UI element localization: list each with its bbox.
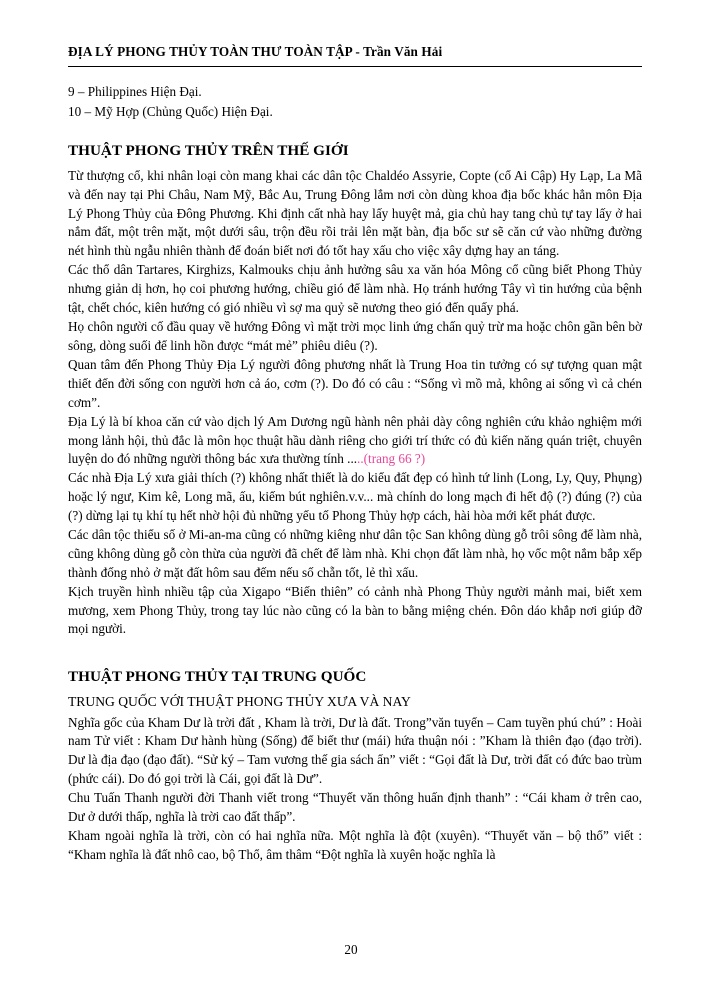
list-item: 9 – Philippines Hiện Đại. [68, 84, 202, 99]
list-item: 10 – Mỹ Hợp (Chủng Quốc) Hiện Đại. [68, 103, 273, 119]
paragraph: Các nhà Địa Lý xưa giải thích (?) không nhất thiết là do kiểu đất đẹp có hình tứ linh (Long, Ly, Quy, Phụng) hoặc lý ngư, Kim kê, Long mã, ấu, kiếm bút nghiên.v.v... mà chính do long mạch đi hết độ (?) đúng (?) của (?) dừng lại tụ khí tụ hết nhờ hội đủ những yếu tố Phong Thủy hợp cách, hài hòa mới kết phát được. [68, 470, 642, 523]
page-reference-annotation: ..(trang 66 ?) [357, 451, 426, 467]
paragraph: Kham ngoài nghĩa là trời, còn có hai nghĩa nữa. Một nghĩa là đột (xuyên). “Thuyết văn – bộ thổ” viết : “Kham nghĩa là đất nhô cao, bộ Thổ, âm thâm “Đột nghĩa là xuyên hoặc nghĩa là [68, 827, 642, 862]
page-number: 20 [344, 942, 358, 957]
paragraph-text: Địa Lý là bí khoa căn cứ vào dịch lý Am Dương ngũ hành nên phải dày công nghiên cứu khảo nghiệm mới mong lảnh hội, thủ đắc là môn học thuật hầu dành riêng cho giới trí thức có đủ kiến năng quán triệt, chuyên luyện do đó những người thông bác xưa thường tính ... [68, 413, 642, 467]
section-title-world: THUẬT PHONG THỦY TRÊN THẾ GIỚI [68, 142, 349, 160]
header-divider [68, 66, 642, 67]
section-subtitle-china: TRUNG QUỐC VỚI THUẬT PHONG THỦY XƯA VÀ NAY [68, 693, 411, 709]
paragraph: Các thổ dân Tartares, Kirghizs, Kalmouks chịu ảnh hưởng sâu xa văn hóa Mông cổ cũng biết Phong Thủy nhưng giản dị hơn, họ coi phương hướng, chiều gió để làm nhà. Họ tránh hướng Tây vì tin hướng của bệnh tật, chết chóc, kiên hướng có gió nhiều vì sợ ma quỷ sẽ nương theo gió đến quấy phá. [68, 262, 642, 315]
document-body [68, 83, 642, 864]
section-title-china: THUẬT PHONG THỦY TẠI TRUNG QUỐC [68, 668, 367, 686]
paragraph: Quan tâm đến Phong Thủy Địa Lý người đông phương nhất là Trung Hoa tin tưởng có sự tượng quan mật thiết đến đời sống con người hơn cả áo, cơm (?). Do đó có câu : “Sống vì mồ mả, không ai sống vì cả chén cơm”. [68, 357, 642, 410]
paragraph: Họ chôn người cố đầu quay về hướng Đông vì mặt trời mọc linh ứng chấn quỷ trừ ma hoặc chôn gần bên bờ sông, dòng suối để linh hồn được “mát mẻ” phiêu diêu (?). [68, 319, 642, 353]
paragraph: Từ thượng cổ, khi nhân loại còn mang khai các dân tộc Chaldéo Assyrie, Copte (cổ Ai Cập) Hy Lạp, La Mã và đến nay tại Phi Châu, Nam Mỹ, Bắc Au, Trung Đông lắm nơi còn dùng khoa địa bốc khác hẳn môn Địa Lý Phong Thủy của Đông Phương. Khi định cất nhà hay lấy huyệt mả, gia chủ hay tang chủ tự tay lấy ở hai nắm đất, một trên mặt, một dưới sâu, trộn đều rồi trải lên mặt bàn, địa bốc sư sẽ căn cứ vào những đường nét hình thù ngẫu nhiên thành để đoán biết nơi đó tốt hay xấu cho việc xây dựng hay an táng. [68, 168, 642, 259]
paragraph: Nghĩa gốc của Kham Dư là trời đất , Kham là trời, Dư là đất. Trong”văn tuyển – Cam tuyền phú chú” : Hoài nam Tử viết : Kham Dư hành hùng (Sống) để biết thư (mái) hứa thuận nói : ”Kham là thiên đạo (đạo trời). Dư là địa đạo (đạo đất). “Sử ký – Tam vương thế gia sách ẩn” viết : “Gọi đất là Dư, trời đất có đức bao trùm (phức cái). Do đó gọi trời là Cái, gọi đất là Dư”. [68, 714, 642, 786]
page-header: ĐỊA LÝ PHONG THỦY TOÀN THƯ TOÀN TẬP - Trần Văn Hải [68, 44, 443, 59]
paragraph-with-annotation [68, 413, 642, 469]
paragraph: Các dân tộc thiểu số ở Mi-an-ma cũng có những kiêng như dân tộc San không dùng gỗ trôi sông để làm nhà, cũng không dùng gỗ còn thừa của người đã chết để làm nhà. Khi chọn đất làm nhà, họ vốc một nắm bắp xếp thành đống nhỏ ở mặt đất hôm sau đếm nếu số chẵn tốt, lẻ thì xấu. [68, 527, 642, 580]
paragraph: Kịch truyền hình nhiều tập của Xigapo “Biến thiên” có cảnh nhà Phong Thủy người mảnh mai, biết xem mương, xem Phong Thủy, trong tay lúc nào cũng có la bàn to bằng miệng chén. Đôn dáo khắp nơi giúp đỡ mọi người. [68, 583, 642, 637]
paragraph: Chu Tuấn Thanh người đời Thanh viết trong “Thuyết văn thông huấn định thanh” : “Cái kham ở trên cao, Dư ở dưới thấp, nghĩa là trời cao đất thấp”. [68, 789, 642, 824]
